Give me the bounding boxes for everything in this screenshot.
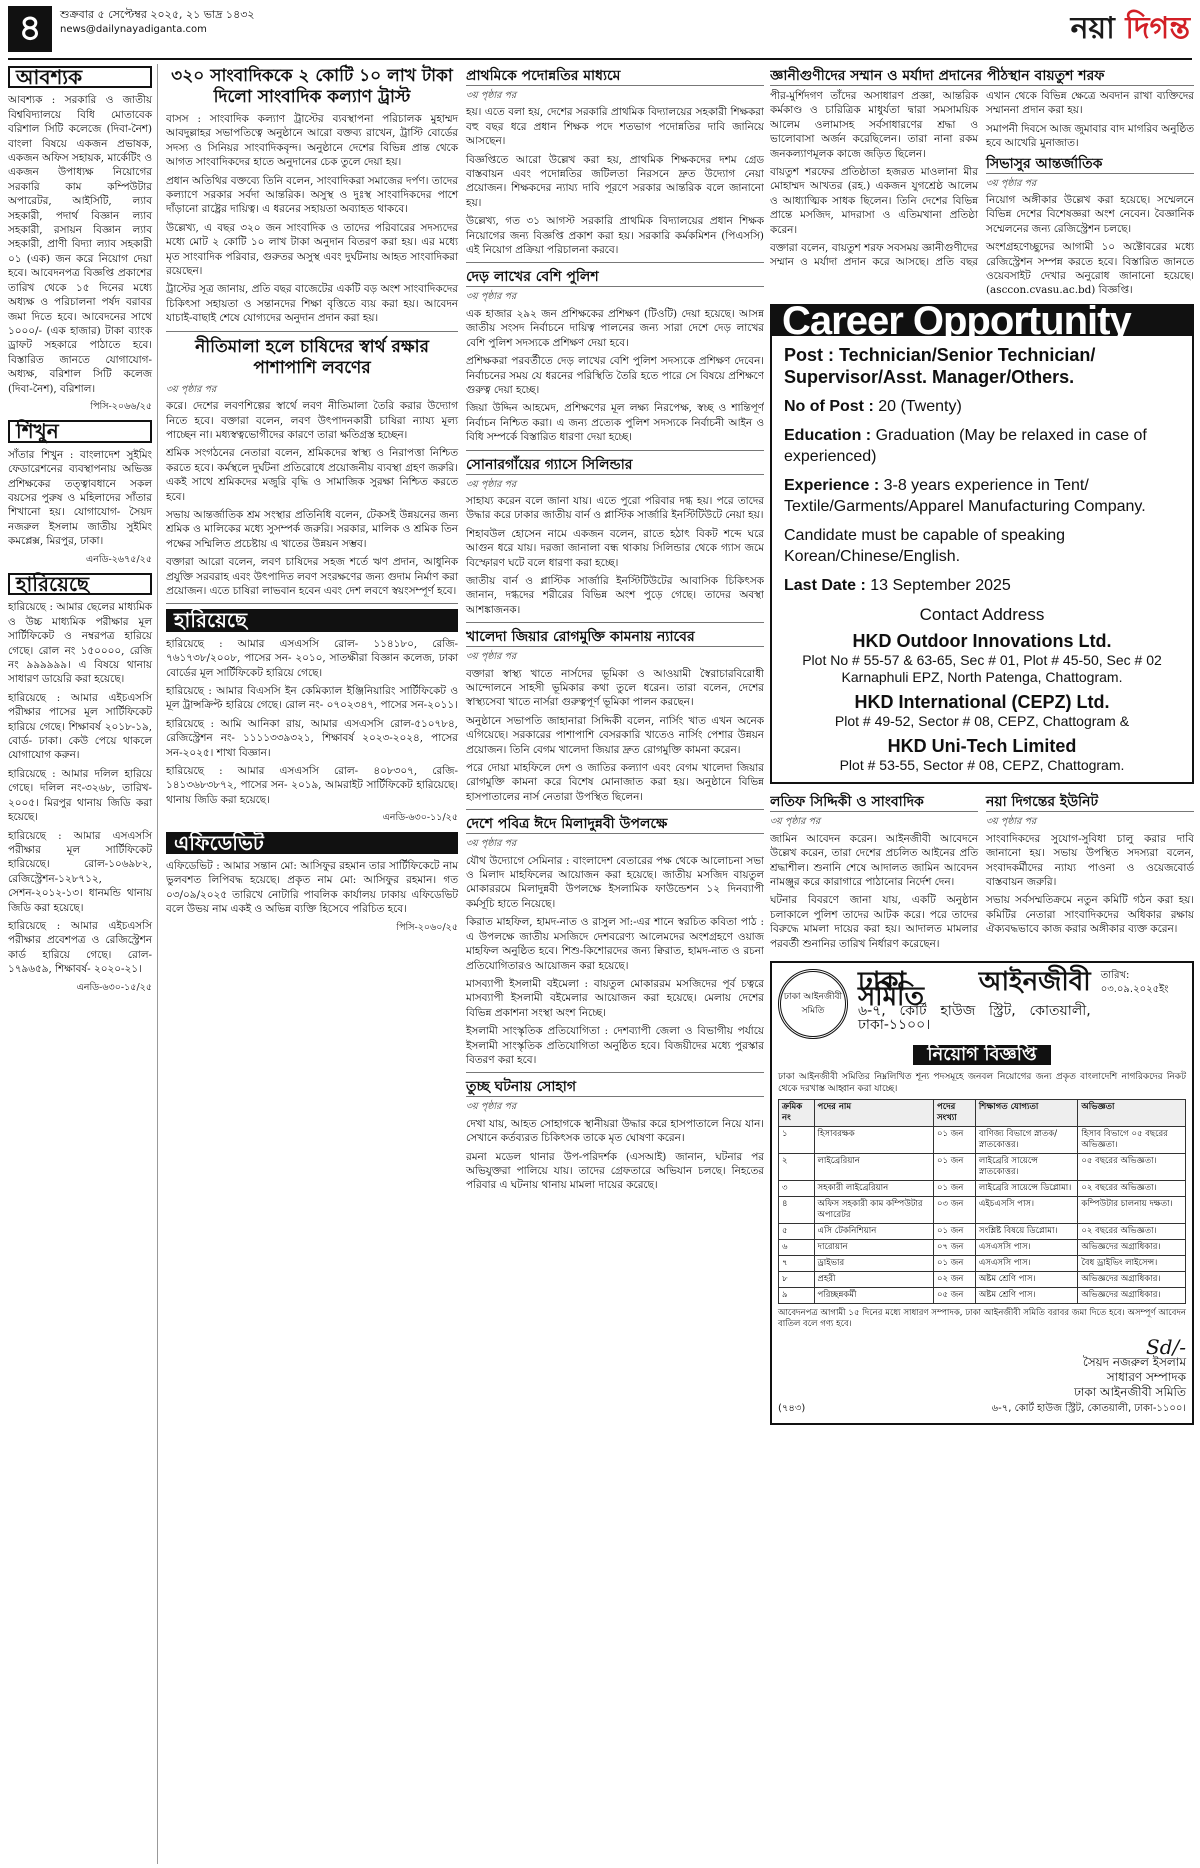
edu-value: Graduation (May be relaxed in case of experienced) [784,427,1147,466]
story-paragraph: প্রধান অতিথির বক্তব্যে তিনি বলেন, সাংবাদিকরা সমাজের দর্পণ। তাদের কল্যাণে সরকার সর্বদা আন্তরিক। অসুস্থ ও দুঃস্থ সাংবাদিকদের পাশে দাঁড়ানো রাষ্ট্রের দায়িত্ব। এ ধরনের সহায়তা অব্যাহত থাকবে। [166,174,458,216]
table-cell: ৭ [779,1256,815,1272]
table-header-cell: পদের নাম [814,1100,933,1127]
continued-note: ৩য় পৃষ্ঠার পর [986,816,1037,828]
bar-seal-logo [778,969,848,1039]
divider [466,809,764,810]
nop-value: 20 (Twenty) [878,398,962,416]
table-cell: এসএসসি পাস। [975,1256,1078,1272]
story-paragraph: বায়তুশ শরফের প্রতিষ্ঠাতা হজরত মাওলানা মীর মোহাম্মদ আখতর (রহ.) একজন যুগশ্রেষ্ঠ আলেম ও আধ্যাত্মিক সাধক ছিলেন। তিনি দেশের বিভিন্ন প্রান্তে মসজিদ, মাদরাসা ও এতিমখানা প্রতিষ্ঠা করেন। [770,166,978,236]
story-paragraph: সাংবাদিকদের সুযোগ-সুবিধা চালু করার দাবি জানানো হয়। সভায় উপস্থিত সদস্যরা বলেন, সংবাদকর্মীদের ন্যায্য পাওনা ও ওয়েজবোর্ড বাস্তবায়ন জরুরি। [986,832,1194,888]
table-cell: ০৫ জন [933,1288,975,1304]
story-paragraph: উল্লেখ্য, এ বছর ৩২০ জন সাংবাদিক ও তাদের পরিবারের সদস্যদের মধ্যে মোট ২ কোটি ১০ লাখ টাকা অনুদান বিতরণ করা হয়। এর মধ্যে মৃত সাংবাদিক পরিবার, গুরুতর অসুস্থ এবং দুর্ঘটনায় আহত সাংবাদিকরা রয়েছেন। [166,221,458,278]
table-cell: ০১ জন [933,1224,975,1240]
story-headline: জ্ঞানীগুণীদের সম্মান ও মর্যাদা প্রদানের পীঠস্থান বায়তুশ শরফ [770,67,1194,86]
bar-bottom-address: ৬-৭, কোর্ট হাউজ স্ট্রিট, কোতয়ালী, ঢাকা-১১০০। [991,1403,1186,1415]
company-name: HKD International (CEPZ) Ltd. [854,692,1110,713]
news-column-right [770,64,1194,1864]
continued-note: ৩য় পৃষ্ঠার পর [466,1101,517,1113]
email: news@dailynayadiganta.com [60,24,207,35]
table-header-cell: অভিজ্ঞতা [1078,1100,1186,1127]
masthead-logo [1071,4,1190,55]
table-cell: অভিজ্ঞদের অগ্রাধিকার। [1078,1288,1186,1304]
divider [166,331,458,332]
affidavit-heading: এফিডেভিট [166,832,458,854]
table-cell: ৩ [779,1181,815,1197]
company-address: Plot # 49-52, Sector # 08, CEPZ, Chattogram & [834,713,1130,730]
table-cell: অষ্টম শ্রেণি পাস। [975,1272,1078,1288]
wanted-tag: পিসি-২০৬৬/২৫ [90,400,152,412]
bar-intro: ঢাকা আইনজীবী সমিতির নিম্নলিখিত শূন্য পদসমূহে জনবল নিয়োগের জন্য প্রকৃত বাংলাদেশি নাগরিকদের নিকট থেকে দরখাস্ত আহ্বান করা যাচ্ছে। [778,1072,1186,1095]
table-cell: দারোয়ান [814,1240,933,1256]
table-header-cell: পদের সংখ্যা [933,1100,975,1127]
story-paragraph: জাতীয় বার্ন ও প্লাস্টিক সার্জারি ইনস্টিটিউটের আবাসিক চিকিৎসক জানান, দগ্ধদের শরীরের বিভিন্ন অংশ পুড়ে গেছে। তাদের অবস্থা আশঙ্কাজনক। [466,574,764,616]
jobs-table [778,1099,1186,1304]
table-cell: অফিস সহকারী কাম কম্পিউটার অপারেটর [814,1197,933,1224]
table-cell: পরিচ্ছন্নকর্মী [814,1288,933,1304]
story-headline: লতিফ সিদ্দিকী ও সাংবাদিক [770,793,978,812]
story-headline: দেশে পবিত্র ঈদে মিলাদুন্নবী উপলক্ষে [466,815,764,834]
post-label: Post : [784,345,840,366]
list-item: হারিয়েছে : আমার এসএসসি রোল- ১১৪১৮০, রেজি- ৭৬১৭৩৮/২০০৮, পাসের সন- ২০১০, সাতক্ষীরা বিজ্ঞান কলেজ, ঢাকা বোর্ডের মূল সার্টিফিকেট হারিয়ে গেছে। [166,637,458,679]
signature: Sd/- [1146,1335,1186,1360]
story-paragraph: সভায় সর্বসম্মতিক্রমে নতুন কমিটি গঠন করা হয়। কমিটির নেতারা সাংবাদিকদের অধিকার রক্ষায় ঐক্যবদ্ধভাবে কাজ করার অঙ্গীকার ব্যক্ত করেন। [986,894,1194,936]
story-paragraph: এক হাজার ২৯২ জন প্রশিক্ষকের প্রশিক্ষণ (টিওটি) দেয়া হয়েছে। আসন্ন জাতীয় সংসদ নির্বাচনে দায়িত্ব পালনের জন্য সারা দেশে দেড় লাখের বেশি পুলিশ সদস্যকে প্রশিক্ষণ দেয়া হবে। [466,307,764,349]
table-cell: ০২ বছরের অভিজ্ঞতা। [1078,1224,1186,1240]
wanted-body: আবশ্যক : সরকারি ও জাতীয় বিশ্ববিদ্যালয়ে বিধি মোতাবেক বরিশাল সিটি কলেজে (দিবা-নৈশ) বাংলা বিষয়ে একজন প্রভাষক, একজন অফিস সহায়ক, মার্কেটিং ও একজন উপাধ্যক্ষ নিয়োগের সরকারি কাম কম্পিউটার অপারেটর, আইসিটি, ল্যাব সহকারী, পদার্থ বিজ্ঞান ল্যাব সহকারী, রসায়ন বিজ্ঞান ল্যাব সহকারী, প্রাণী বিদ্যা ল্যাব সহকারী ০১ (এক) জন করে নিয়োগ দেয়া হবে। আবেদনপত্র বিজ্ঞপ্তি প্রকাশের তারিখ থেকে ১৫ দিনের মধ্যে অধ্যক্ষ ও পরিচালনা পর্ষদ বরাবর জমা দিতে হবে। আবেদনের সাথে ১০০০/- (এক হাজার) টাকা ব্যাংক ড্রাফট সহকারে পাঠাতে হবে। বিস্তারিত জানতে যোগাযোগ- অধ্যক্ষ, বরিশাল সিটি কলেজ (দিবা-নৈশ), বরিশাল। [8,94,152,395]
story-paragraph: বক্তারা আরো বলেন, লবণ চাষিদের সহজ শর্তে ঋণ প্রদান, আধুনিক প্রযুক্তি সরবরাহ এবং উৎপাদিত লবণ সংরক্ষণের জন্য গুদাম নির্মাণ করা প্রয়োজন। এতে চাষিরা লাভবান হবেন এবং দেশ লবণে স্বয়ংসম্পূর্ণ হবে। [166,556,458,597]
story-paragraph: বাসস : সাংবাদিক কল্যাণ ট্রাস্টের ব্যবস্থাপনা পরিচালক মুহাম্মদ আবদুল্লাহর সভাপতিত্বে অনুষ্ঠানে আরো বক্তব্য রাখেন, ট্রাস্টি বোর্ডের সদস্য ও সিনিয়র সাংবাদিকবৃন্দ। অনুষ্ঠানে দেশের বিভিন্ন প্রান্ত থেকে আগত সাংবাদিকদের হাতে অনুদানের চেক তুলে দেয়া হয়। [166,113,458,169]
bar-date: তারিখ: ০৩.০৯.২০২৫ইং [1100,969,1169,996]
ad-code: (৭৪৩) [778,1403,806,1415]
table-cell: ০৩ জন [933,1197,975,1224]
table-cell: ১ [779,1127,815,1154]
table-cell: ০১ জন [933,1154,975,1181]
signer-name: সৈয়দ নজরুল ইসলাম [1082,1355,1186,1370]
career-banner: Career Opportunity [772,306,1192,336]
story-headline: ৩২০ সাংবাদিককে ২ কোটি ১০ লাখ টাকা দিলো সাংবাদিক কল্যাণ ট্রাস্ট [171,66,453,107]
continued-note: ৩য় পৃষ্ঠার পর [986,177,1037,189]
table-cell: ০২ বছরের অভিজ্ঞতা। [1078,1181,1186,1197]
story-paragraph: পরে দোয়া মাহফিলে দেশ ও জাতির কল্যাণ এবং বেগম খালেদা জিয়ার রোগমুক্তি কামনা করে বিশেষ মোনাজাত করা হয়। অনুষ্ঠানে বিভিন্ন হাসপাতালের নার্স নেতারা উপস্থিত ছিলেন। [466,762,764,803]
lost-tag: এনডি-৬৩০-১৫/২৫ [76,981,152,993]
table-row [779,1181,1186,1197]
story-paragraph: কিরাত মাহফিল, হামদ-নাত ও রাসুল সা:-এর শানে স্বরচিত কবিতা পাঠ : এ উপলক্ষে জাতীয় মসজিদে দেশবরেণ্য আলেমদের অংশগ্রহণে ওয়াজ মাহফিল অনুষ্ঠিত হবে। শিশু-কিশোরদের জন্য ক্বিরাত, হামদ-নাত ও রচনা প্রতিযোগিতারও আয়োজন করা হয়েছে। [466,916,764,972]
divider [166,603,458,604]
last-value: 13 September 2025 [870,577,1011,595]
table-cell: ৪ [779,1197,815,1224]
story-paragraph: মাসব্যাপী ইসলামী বইমেলা : বায়তুল মোকাররম মসজিদের পূর্ব চত্বরে মাসব্যাপী ইসলামী বইমেলার আয়োজন করা হয়েছে। মেলায় দেশের বিভিন্ন প্রকাশনা সংস্থা অংশ নিচ্ছে। [466,977,764,1019]
continued-note: ৩য় পৃষ্ঠার পর [466,291,517,303]
table-cell: এসএসসি পাস। [975,1240,1078,1256]
edu-label: Education : [784,427,876,445]
table-cell: এসি টেকনিশিয়ান [814,1224,933,1240]
story-headline: খালেদা জিয়ার রোগমুক্তি কামনায় ন্যাবের [466,628,764,647]
learn-body: সাঁতার শিখুন : বাংলাদেশ সুইমিং ফেডারেশনের ব্যবস্থাপনায় অভিজ্ঞ প্রশিক্ষকের তত্ত্বাবধানে সকল বয়সের পুরুষ ও মহিলাদের সাঁতার শিখানো হয়। যোগাযোগ- সৈয়দ নজরুল ইসলাম জাতীয় সুইমিং কমপ্লেক্স, মিরপুর, ঢাকা। [8,448,152,548]
story-paragraph: জামিন আবেদন করেন। আইনজীবী আবেদনে উল্লেখ করেন, তারা দেশের প্রচলিত আইনের প্রতি শ্রদ্ধাশীল। শুনানি শেষে আদালত জামিন আবেদন নামঞ্জুর করে কারাগারে পাঠানোর নির্দেশ দেন। [770,832,978,888]
table-cell: সংশ্লিষ্ট বিষয়ে ডিপ্লোমা। [975,1224,1078,1240]
signer-org: ঢাকা আইনজীবী সমিতি [1074,1385,1186,1400]
list-item: হারিয়েছে : আমার এইচএসসি পরীক্ষার পাসের মূল সার্টিফিকেট হারিয়ে গেছে। শিক্ষাবর্ষ ২০১৮-১৯, বোর্ড- ঢাকা। কেউ পেয়ে থাকলে যোগাযোগ করুন। [8,691,152,762]
table-cell: প্রহরী [814,1272,933,1288]
table-cell: ০৫ বছরের অভিজ্ঞতা। [1078,1154,1186,1181]
story-paragraph: শ্রমিক সংগঠনের নেতারা বলেন, শ্রমিকদের স্বাস্থ্য ও নিরাপত্তা নিশ্চিত করতে হবে। কর্মস্থলে দুর্ঘটনা প্রতিরোধে প্রয়োজনীয় ব্যবস্থা গ্রহণ জরুরি। একই সাথে শ্রমিকদের মজুরি বৃদ্ধি ও সামাজিক সুরক্ষা নিশ্চিত করতে হবে। [166,447,458,503]
table-cell: ০১ জন [933,1127,975,1154]
table-cell: ০১ জন [933,1256,975,1272]
continued-note: ৩য় পৃষ্ঠার পর [166,383,217,395]
bar-title: ঢাকা আইনজীবী সমিতি [858,967,1091,1012]
table-cell: লাইব্রেরি সায়েন্সে স্নাতকোত্তর। [975,1154,1078,1181]
bar-address: ৬-৭, কোর্ট হাউজ স্ট্রিট, কোতয়ালী, ঢাকা-১১০০। [858,1002,1091,1034]
divider [466,450,764,451]
learn-tag: এনডি-২৬৭৫/২৫ [85,553,152,565]
table-cell: অষ্টম শ্রেণি পাস। [975,1288,1078,1304]
career-contact-heading: Contact Address [919,605,1045,625]
career-post [784,344,1180,388]
story-headline: নীতিমালা হলে চাষিদের স্বার্থ রক্ষার পাশাপাশি লবণের [195,336,429,378]
story-paragraph: প্রশিক্ষকরা পরবর্তীতে দেড় লাখের বেশি পুলিশ সদস্যকে প্রশিক্ষণ দেবেন। নির্বাচনের সময় যে ধরনের পরিস্থিতি তৈরি হতে পারে সে বিষয়ে প্রশিক্ষণে গুরুত্ব দেয়া হচ্ছে। [466,355,764,396]
career-nop [784,396,1180,417]
story-headline: প্রাথমিকে পদোন্নতির মাধ্যমে [466,67,764,86]
lost-tag: এনডি-৬৩০-১১/২৫ [382,812,458,824]
story-paragraph: ঘটনার বিবরণে জানা যায়, একটি অনুষ্ঠান চলাকালে পুলিশ তাদের আটক করে। পরে তাদের বিরুদ্ধে মামলা দায়ের করা হয়। আদালত মামলার পরবর্তী শুনানির তারিখ নির্ধারণ করেছেন। [770,894,978,950]
affidavit-tag: পিসি-২০৬০/২৫ [396,921,458,933]
learn-heading: শিখুন [8,420,152,442]
story-paragraph: ট্রাস্টের সূত্র জানায়, প্রতি বছর বাজেটের একটি বড় অংশ সাংবাদিকদের চিকিৎসা সহায়তা ও সন্তানদের শিক্ষা বৃত্তিতে ব্যয় করা হয়। আবেদন যাচাই-বাছাই শেষে যোগ্যদের অনুদান প্রদান করা হয়। [166,283,458,325]
continued-note: ৩য় পৃষ্ঠার পর [466,90,517,101]
table-cell: এইচএসসি পাস। [975,1197,1078,1224]
table-cell: ০৭ জন [933,1240,975,1256]
divider [466,622,764,623]
col2-left [166,64,458,1197]
table-cell: ৫ [779,1224,815,1240]
story-paragraph: বক্তারা স্বাস্থ্য খাতে নার্সদের ভূমিকা ও আওয়ামী স্বৈরাচারবিরোধী আন্দোলনে সাহসী ভূমিকার কথা তুলে ধরেন। তারা বলেন, দেশের স্বাস্থ্যসেবা খাতে নার্সরা গুরুত্বপূর্ণ ভূমিকা পালন করছেন। [466,667,764,709]
table-row [779,1272,1186,1288]
table-cell: লাইব্রেরি সায়েন্সে ডিপ্লোমা। [975,1181,1078,1197]
list-item: হারিয়েছে : আমার এইচএসসি পরীক্ষার প্রবেশপত্র ও রেজিস্ট্রেশন কার্ড হারিয়ে গেছে। রোল- ১৭৯৬৫৯, শিক্ষাবর্ষ- ২০২০-২১। [8,919,152,976]
classifieds-column [8,64,158,1864]
story-paragraph: রমনা মডেল থানার উপ-পরিদর্শক (এসআই) জানান, ঘটনার পর অভিযুক্তরা পালিয়ে যায়। তাদের গ্রেফতারে অভিযান চলছে। নিহতের পরিবার এ ঘটনায় থানায় মামলা দায়ের করেছে। [466,1150,764,1192]
bar-association-notice [770,961,1194,1425]
table-row [779,1224,1186,1240]
table-cell: অভিজ্ঞদের অগ্রাধিকার। [1078,1272,1186,1288]
story-headline: দেড় লাখের বেশি পুলিশ [466,268,764,287]
table-row [779,1240,1186,1256]
company-address: Plot No # 55-57 & 63-65, Sec # 01, Plot # 45-50, Sec # 02 Karnaphuli EPZ, North Patenga, Chattogram. [802,652,1162,686]
story-paragraph: ইসলামী সাংস্কৃতিক প্রতিযোগিতা : দেশব্যাপী জেলা ও বিভাগীয় পর্যায়ে ইসলামী সাংস্কৃতিক প্রতিযোগিতা অনুষ্ঠিত হবে। বিজয়ীদের মধ্যে পুরস্কার বিতরণ করা হবে। [466,1025,764,1066]
table-cell: ০২ জন [933,1272,975,1288]
story-paragraph: শিহাবউল হোসেন নামে একজন বলেন, রাতে হঠাৎ বিকট শব্দে ঘরে আগুন ধরে যায়। দরজা জানালা বন্ধ থাকায় সিলিন্ডার থেকে গ্যাস জমে বিস্ফোরণ ঘটে বলে ধারণা করা হচ্ছে। [466,527,764,569]
table-cell: ৮ [779,1272,815,1288]
story-paragraph: বিজ্ঞপ্তিতে আরো উল্লেখ করা হয়, প্রাথমিক শিক্ষকদের দশম গ্রেড বাস্তবায়ন এবং পদোন্নতির জটিলতা নিরসনে দ্রুত উদ্যোগ নেয়া প্রয়োজন। শিক্ষকদের ন্যায্য দাবি পূরণে সরকার আন্তরিক বলে জানানো হয়। [466,153,764,209]
signature-block [778,1335,1186,1400]
career-ad [770,298,1194,784]
table-row [779,1127,1186,1154]
story-body [770,89,1194,298]
divider [466,1072,764,1073]
company-name: HKD Uni-Tech Limited [887,736,1077,757]
story-paragraph: অনুষ্ঠানে সভাপতি জাহানারা সিদ্দিকী বলেন, নার্সিং খাত এখন অনেক এগিয়েছে। সরকারের পাশাপাশি বেসরকারি খাতেও নার্সিং পেশার উন্নয়ন প্রয়োজন। তিনি বেগম খালেদা জিয়ার দ্রুত রোগমুক্তি কামনা করেন। [466,714,764,756]
story-paragraph: পীর-মুর্শিদগণ তাঁদের অসাধারণ প্রজ্ঞা, আন্তরিক কর্মকাণ্ড ও চারিত্রিক মাধুর্যতা দ্বারা সমসাময়িক আলেম ওলামাসহ সর্বসাধারণের শ্রদ্ধা ও ভালোবাসা অর্জন করেছিলেন। তারা নানা রকম জনকল্যাণমূলক কাজে জড়িত ছিলেন। [770,90,978,160]
story-headline: সোনারগাঁয়ের গ্যাসে সিলিন্ডার [466,456,764,475]
table-cell: ড্রাইভার [814,1256,933,1272]
list-item: হারিয়েছে : আমার এসএসসি পরীক্ষার মূল সার্টিফিকেট হারিয়েছে। রোল-১০৬৯৮২, রেজিস্ট্রেশন-১২৮৭১২, সেশন-২০১২-১৩। ধানমন্ডি থানায় জিডি করা হয়েছে। [8,829,152,914]
nop-label: No of Post : [784,398,879,416]
story-paragraph: সাহায্য করেন বলে জানা যায়। এতে পুরো পরিবার দগ্ধ হয়। পরে তাদের উদ্ধার করে ঢাকার জাতীয় বার্ন ও প্লাস্টিক সার্জারি ইনস্টিটিউটে নেয়া হয়। [466,494,764,522]
table-row [779,1197,1186,1224]
affidavit-body: এফিডেভিট : আমার সন্তান মো: আসিফুর রহমান তার সার্টিফিকেটে নাম ভুলবশত লিপিবদ্ধ হয়েছে। প্রকৃত নাম মো: আসিফুর রহমান। গত ০৩/০৯/২০২৫ তারিখে নোটারি পাবলিক কার্যালয় ঢাকায় এফিডেভিট বলে উভয় নাম একই ও অভিন্ন ব্যক্তি হিসেবে পরিচিত হবে। [166,860,458,916]
table-header-cell: ক্রমিক নং [779,1100,815,1127]
table-row [779,1154,1186,1181]
story-paragraph: যৌথ উদ্যোগে সেমিনার : বাংলাদেশ বেতারের পক্ষ থেকে আলোচনা সভা ও মিলাদ মাহফিলের আয়োজন করা হয়েছে। জাতীয় মসজিদ বায়তুল মোকাররমে মিলাদুন্নবী উপলক্ষে ইসলামিক ফাউন্ডেশন ১২ দিনব্যাপী কর্মসূচি হাতে নিয়েছে। [466,854,764,910]
list-item: হারিয়েছে : আমি আনিকা রায়, আমার এসএসসি রোল-৫১০৭৮৪, রেজিস্ট্রেশন নং- ১১১১৩৩৯৩২১, শিক্ষাবর্ষ ২০২৩-২০২৪, পাসের সন-২০২৫। শাখা বিজ্ঞান। [166,717,458,759]
career-education [784,425,1180,467]
exp-value: 3-8 years experience in Tent/ Textile/Garments/Apparel Manufacturing Company. [784,477,1146,516]
table-cell: অভিজ্ঞদের অগ্রাধিকার। [1078,1240,1186,1256]
story-paragraph: সভায় আন্তর্জাতিক শ্রম সংস্থার প্রতিনিধি বলেন, টেকসই উন্নয়নের জন্য শ্রমিক ও মালিকের মধ্যে সুসম্পর্ক জরুরি। সরকার, মালিক ও শ্রমিক তিন পক্ষের সম্মিলিত প্রচেষ্টায় এ খাতের উন্নয়ন সম্ভব। [166,508,458,550]
bar-notice-title: নিয়োগ বিজ্ঞপ্তি [913,1045,1050,1065]
news-column-center [166,64,764,1864]
list-item: হারিয়েছে : আমার বিএসসি ইন কেমিক্যাল ইঞ্জিনিয়ারিং সার্টিফিকেট ও মূল ট্রান্সক্রিপ্ট হারিয়ে গেছে। রোল নং- ০৭০২৩৪৭, পাসের সন-২০১১। [166,685,458,712]
table-cell: লাইব্রেরিয়ান [814,1154,933,1181]
post-value: Technician/Senior Technician/ Supervisor/Asst. Manager/Others. [784,345,1096,388]
career-language: Candidate must be capable of speaking Korean/Chinese/English. [784,527,1066,566]
table-cell: হিসাবরক্ষক [814,1127,933,1154]
continued-note: ৩য় পৃষ্ঠার পর [466,838,517,850]
table-cell: কম্পিউটার চালনায় দক্ষতা। [1078,1197,1186,1224]
jobs-table-body [779,1127,1186,1304]
table-cell: সহকারী লাইব্রেরিয়ান [814,1181,933,1197]
table-header-row [779,1100,1186,1127]
table-cell: ৬ [779,1240,815,1256]
table-header-cell: শিক্ষাগত যোগ্যতা [975,1100,1078,1127]
story-paragraph: উল্লেখ্য, গত ৩১ আগস্ট সরকারি প্রাথমিক বিদ্যালয়ের প্রধান শিক্ষক নিয়োগের জন্য বিজ্ঞপ্তি প্রকাশ করা হয়। সরকারি কর্মকমিশন (পিএসসি) এই নিয়োগ প্রক্রিয়া পরিচালনা করবে। [466,215,764,257]
story-paragraph: নিয়োগ অঙ্গীকার উল্লেখ করা হয়েছে। সম্মেলনে বিভিন্ন দেশের বিশেষজ্ঞরা অংশ নেবেন। বৈজ্ঞানিক সম্মেলনের জন্য রেজিস্ট্রেশন চলছে। [986,194,1194,235]
table-row [779,1256,1186,1272]
company-address: Plot # 53-55, Sector # 08, CEPZ, Chattogram. [839,757,1125,774]
story-headline: সিভাসুর আন্তর্জাতিক [986,155,1194,174]
bar-footer-note: আবেদনপত্র আগামী ১৫ দিনের মধ্যে সাধারণ সম্পাদক, ঢাকা আইনজীবী সমিতি বরাবর জমা দিতে হবে। অসম্পূর্ণ আবেদন বাতিল বলে গণ্য হবে। [778,1308,1186,1330]
career-last-date [784,575,1180,596]
masthead-accent: দিগন্ত [1125,11,1190,46]
table-cell: ৯ [779,1288,815,1304]
story-paragraph: করে। দেশের লবণশিল্পের স্বার্থে লবণ নীতিমালা তৈরি করার উদ্যোগ নিতে হবে। বক্তারা বলেন, লবণ উৎপাদনকারী চাষিরা ন্যায্য মূল্য পাচ্ছেন না। মধ্যস্বত্বভোগীদের কারণে তারা ক্ষতিগ্রস্ত হচ্ছেন। [166,400,458,441]
list-item: হারিয়েছে : আমার এসএসসি রোল- ৪০৮৩০৭, রেজি- ১৪১৩৬৮৩৮৭২, পাসের সন- ২০১৯, আমরাইট সার্টিফিকেট হারিয়েছে। থানায় জিডি করা হয়েছে। [166,765,458,806]
list-item: হারিয়েছে : আমার ছেলের মাধ্যমিক ও উচ্চ মাধ্যমিক পরীক্ষার মূল সার্টিফিকেট ও নম্বরপত্র হারিয়ে গেছে। রোল নং ১৫০০০০, রেজি নং ৯৯৯৯৯৯। এ বিষয়ে থানায় সাধারণ ডায়েরি করা হয়েছে। [8,601,152,686]
page-number: ৪ [8,6,52,52]
company-name: HKD Outdoor Innovations Ltd. [852,631,1112,652]
career-experience [784,475,1180,517]
story-paragraph: সমাপনী দিবসে আজ জুমাবার বাদ মাগরিব অনুষ্ঠিত হবে আখেরি মুনাজাত। [986,122,1194,150]
story-paragraph: অংশগ্রহণেচ্ছুদের আগামী ১০ অক্টোবরের মধ্যে রেজিস্ট্রেশন সম্পন্ন করতে হবে। বিস্তারিত জানতে ওয়েবসাইট দেখার অনুরোধ জানানো হয়েছে। (asccon.cvasu.ac.bd) বিজ্ঞপ্তি। [986,241,1194,297]
col2-right [466,64,764,1197]
continued-note: ৩য় পৃষ্ঠার পর [466,651,517,663]
story-headline: নয়া দিগন্তের ইউনিট [986,793,1194,812]
last-label: Last Date : [784,577,871,595]
header-rule [8,58,1192,60]
divider [466,262,764,263]
table-cell: ২ [779,1154,815,1181]
dateline: শুক্রবার ৫ সেপ্টেম্বর ২০২৫, ২১ ভাদ্র ১৪৩২ [60,8,255,21]
story-paragraph: দেখা যায়, আহত সোহাগকে স্থানীয়রা উদ্ধার করে হাসপাতালে নিয়ে যান। সেখানে কর্তব্যরত চিকিৎসক তাকে মৃত ঘোষণা করেন। [466,1117,764,1145]
wanted-heading: আবশ্যক [8,66,152,88]
story-paragraph: হয়। এতে বলা হয়, দেশের সরকারি প্রাথমিক বিদ্যালয়ের সহকারী শিক্ষকরা বহু বছর ধরে প্রধান শিক্ষক পদে শতভাগ পদোন্নতির দাবি জানিয়ে আসছেন। [466,106,764,148]
table-cell: ০১ জন [933,1181,975,1197]
seal-text: ঢাকা আইনজীবী সমিতি [783,991,843,1016]
lost-heading: হারিয়েছে [8,573,152,595]
story-paragraph: জিয়া উদ্দিন আহমেদ, প্রশিক্ষণের মূল লক্ষ্য নিরপেক্ষ, স্বচ্ছ ও শান্তিপূর্ণ নির্বাচন নিশ্চিত করা। এ জন্য প্রত্যেক পুলিশ সদস্যকে নির্বাচনী আইন ও বিধি সম্পর্কে বিস্তারিত ধারণা দেয়া হচ্ছে। [466,402,764,444]
continued-note: ৩য় পৃষ্ঠার পর [770,816,821,828]
exp-label: Experience : [784,477,884,495]
table-cell: বৈধ ড্রাইভিং লাইসেন্স। [1078,1256,1186,1272]
story-headline: তুচ্ছ ঘটনায় সোহাগ [466,1078,764,1097]
lost-heading: হারিয়েছে [166,609,458,631]
continued-note: ৩য় পৃষ্ঠার পর [466,478,517,490]
masthead-main: নয়া [1070,11,1126,46]
table-cell: বাণিজ্য বিভাগে স্নাতক/স্নাতকোত্তর। [975,1127,1078,1154]
list-item: হারিয়েছে : আমার দলিল হারিয়ে গেছে। দলিল নং-৩২৬৮, তারিখ- ২০০৫। মিরপুর থানায় জিডি করা হয়েছে। [8,767,152,824]
table-cell: হিসাব বিভাগে ০৫ বছরের অভিজ্ঞতা। [1078,1127,1186,1154]
signer-title: সাধারণ সম্পাদক [1106,1370,1186,1385]
table-row [779,1288,1186,1304]
story-paragraph: বক্তারা বলেন, বায়তুশ শরফ সবসময় জ্ঞানীগুণীদের সম্মান ও মর্যাদা প্রদান করে আসছে। প্রতি বছর এখান থেকে বিভিন্ন ক্ষেত্রে অবদান রাখা ব্যক্তিদের সম্মাননা প্রদান করা হয়। [770,90,1194,269]
